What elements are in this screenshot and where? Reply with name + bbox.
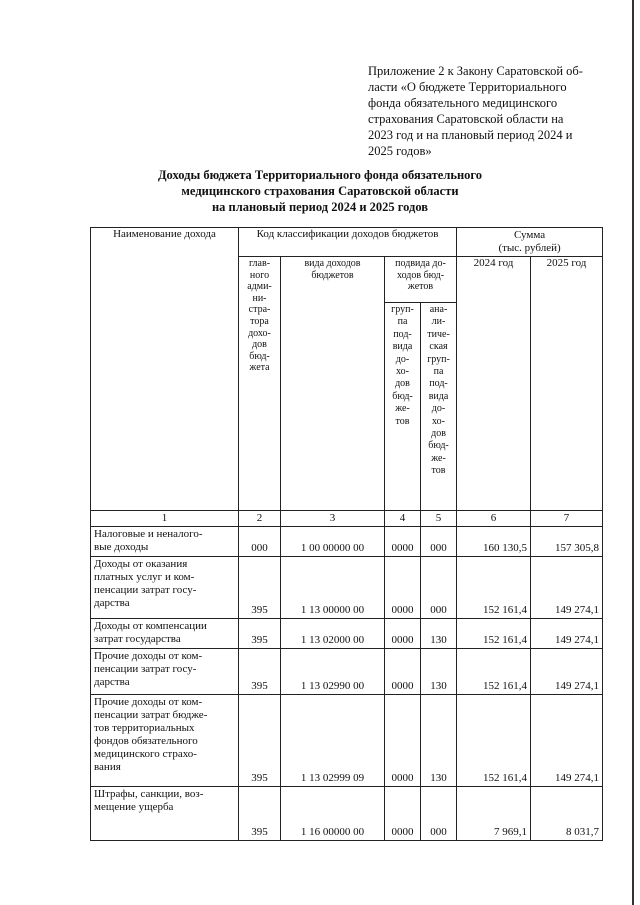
- admin-code: 395: [239, 557, 281, 619]
- table-row: [91, 619, 603, 649]
- amount-2024: 152 161,4: [457, 649, 531, 695]
- analytic-code: 000: [421, 557, 457, 619]
- admin-code: 000: [239, 527, 281, 557]
- col-number: 6: [457, 511, 531, 527]
- analytic-code: 130: [421, 649, 457, 695]
- amount-2025: 149 274,1: [531, 695, 603, 787]
- kind-code: 1 13 02990 00: [281, 649, 385, 695]
- kind-code: 1 13 02000 00: [281, 619, 385, 649]
- income-name: Налоговые и неналого- вые доходы: [91, 527, 239, 557]
- header-kind: вида доходов бюджетов: [281, 257, 385, 511]
- col-number: 5: [421, 511, 457, 527]
- group-code: 0000: [385, 695, 421, 787]
- annex-note: [368, 63, 594, 159]
- title-line: Доходы бюджета Территориального фонда обязательного: [157, 168, 483, 182]
- amount-2024: 152 161,4: [457, 557, 531, 619]
- table-row: [91, 787, 603, 841]
- annex-line: 2025 годов»: [368, 144, 432, 158]
- group-code: 0000: [385, 649, 421, 695]
- income-name: Прочие доходы от ком- пенсации затрат госу- дарства: [91, 649, 239, 695]
- header-2025: 2025 год: [531, 257, 603, 511]
- group-code: 0000: [385, 619, 421, 649]
- analytic-code: 000: [421, 527, 457, 557]
- group-code: 0000: [385, 527, 421, 557]
- analytic-code: 130: [421, 695, 457, 787]
- header-analytic: ана- ли- тиче- ская груп- па под- вида до- хо- дов бюд- же- тов: [421, 303, 457, 511]
- amount-2025: 149 274,1: [531, 557, 603, 619]
- page-edge-line: [632, 0, 634, 905]
- header-code: Код классификации доходов бюджетов: [239, 228, 457, 257]
- title-line: медицинского страхования Саратовской области: [181, 184, 459, 198]
- amount-2025: 149 274,1: [531, 619, 603, 649]
- admin-code: 395: [239, 649, 281, 695]
- amount-2025: 157 305,8: [531, 527, 603, 557]
- col-number: 1: [91, 511, 239, 527]
- header-2024: 2024 год: [457, 257, 531, 511]
- admin-code: 395: [239, 619, 281, 649]
- admin-code: 395: [239, 787, 281, 841]
- group-code: 0000: [385, 787, 421, 841]
- kind-code: 1 13 02999 09: [281, 695, 385, 787]
- header-sum: Сумма (тыс. рублей): [457, 228, 603, 257]
- income-table: [90, 227, 603, 841]
- amount-2024: 160 130,5: [457, 527, 531, 557]
- amount-2025: 149 274,1: [531, 649, 603, 695]
- column-number-row: [91, 511, 603, 527]
- income-name: Прочие доходы от ком- пенсации затрат бюдже- тов территориальных фондов обязательного медицинского страхо- вания: [91, 695, 239, 787]
- analytic-code: 000: [421, 787, 457, 841]
- header-name: Наименование дохода: [91, 228, 239, 511]
- col-number: 7: [531, 511, 603, 527]
- col-number: 4: [385, 511, 421, 527]
- annex-line: Приложение 2 к Закону Саратовской об-: [368, 64, 583, 78]
- amount-2024: 7 969,1: [457, 787, 531, 841]
- amount-2024: 152 161,4: [457, 619, 531, 649]
- kind-code: 1 13 00000 00: [281, 557, 385, 619]
- annex-line: фонда обязательного медицинского: [368, 96, 558, 110]
- table-row: [91, 649, 603, 695]
- kind-code: 1 00 00000 00: [281, 527, 385, 557]
- title-line: на плановый период 2024 и 2025 годов: [211, 200, 429, 214]
- header-admin: глав- ного адми- ни- стра- тора дохо- дов бюд- жета: [239, 257, 281, 511]
- group-code: 0000: [385, 557, 421, 619]
- col-number: 3: [281, 511, 385, 527]
- col-number: 2: [239, 511, 281, 527]
- analytic-code: 130: [421, 619, 457, 649]
- income-name: Доходы от оказания платных услуг и ком- пенсации затрат госу- дарства: [91, 557, 239, 619]
- table-row: [91, 557, 603, 619]
- document-title: [90, 167, 550, 215]
- annex-line: страхования Саратовской области на: [368, 112, 564, 126]
- table-row: [91, 695, 603, 787]
- table-row: [91, 527, 603, 557]
- amount-2025: 8 031,7: [531, 787, 603, 841]
- annex-line: 2023 год и на плановый период 2024 и: [368, 128, 573, 142]
- kind-code: 1 16 00000 00: [281, 787, 385, 841]
- admin-code: 395: [239, 695, 281, 787]
- income-name: Доходы от компенсации затрат государства: [91, 619, 239, 649]
- annex-line: ласти «О бюджете Территориального: [368, 80, 567, 94]
- income-name: Штрафы, санкции, воз- мещение ущерба: [91, 787, 239, 841]
- header-group: груп- па под- вида до- хо- дов бюд- же- тов: [385, 303, 421, 511]
- amount-2024: 152 161,4: [457, 695, 531, 787]
- header-subkind: подвида до- ходов бюд- жетов: [385, 257, 457, 303]
